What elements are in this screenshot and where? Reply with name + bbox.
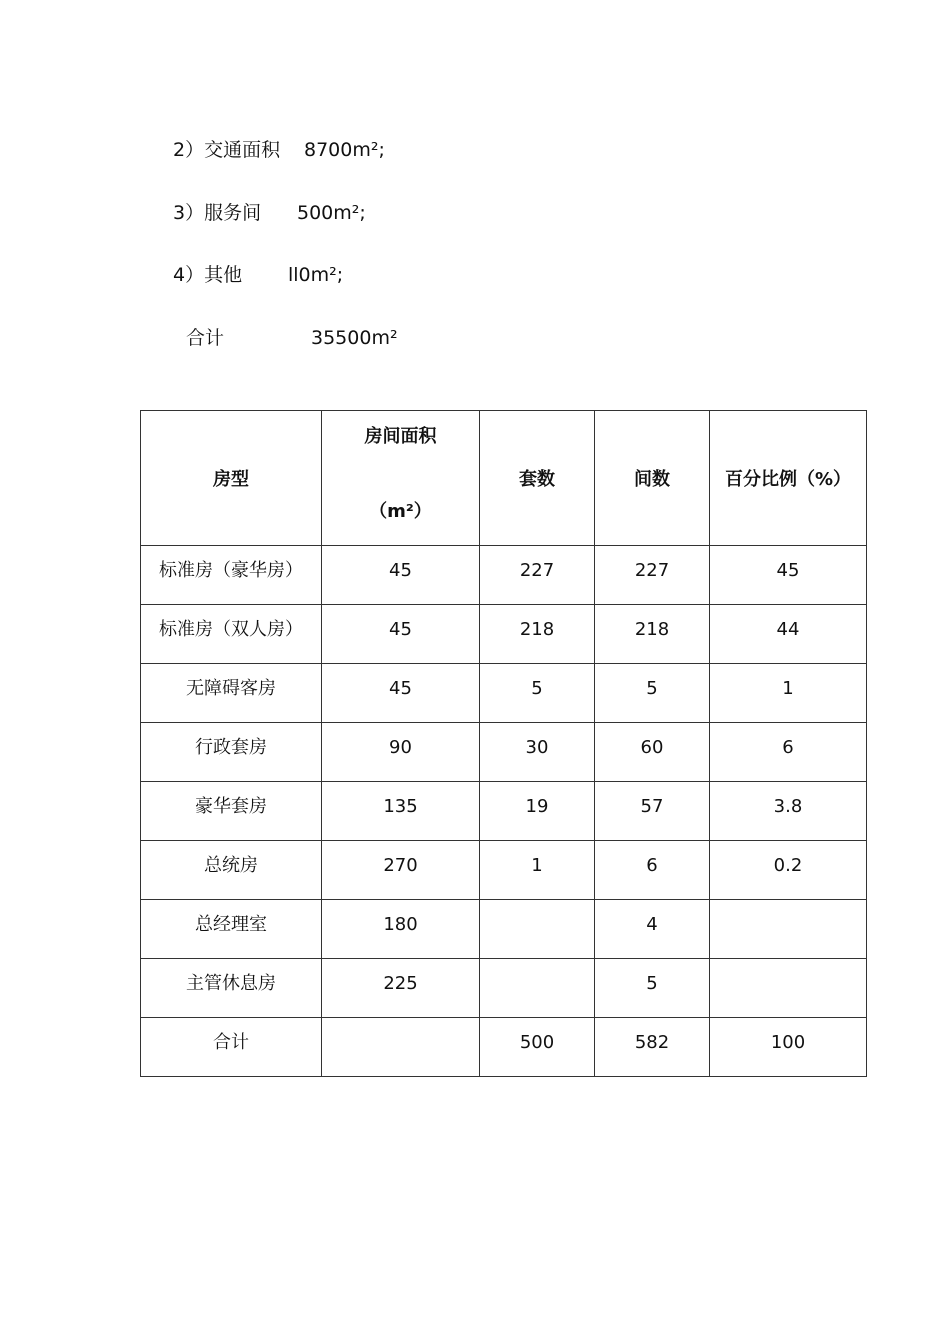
cell-percentage	[710, 900, 867, 959]
table-header-row	[141, 411, 867, 546]
cell-room-type: 无障碍客房	[141, 664, 322, 723]
cell-suites	[480, 959, 595, 1018]
cell-suites: 218	[480, 605, 595, 664]
header-room-type: 房型	[141, 411, 322, 546]
cell-rooms: 4	[595, 900, 710, 959]
table-row	[141, 664, 867, 723]
area-label: 3）服务间	[173, 202, 262, 224]
cell-percentage: 44	[710, 605, 867, 664]
cell-room-type: 豪华套房	[141, 782, 322, 841]
table-row	[141, 959, 867, 1018]
cell-suites: 500	[480, 1018, 595, 1077]
cell-rooms: 227	[595, 546, 710, 605]
area-line-other	[173, 263, 573, 287]
cell-room-type: 总经理室	[141, 900, 322, 959]
area-value: ll0m²;	[288, 264, 344, 286]
header-room-area	[322, 411, 480, 546]
cell-rooms: 5	[595, 664, 710, 723]
area-line-total	[186, 326, 586, 350]
cell-percentage: 3.8	[710, 782, 867, 841]
cell-suites: 19	[480, 782, 595, 841]
area-label: 4）其他	[173, 264, 243, 286]
cell-area: 225	[322, 959, 480, 1018]
header-room-area-label: 房间面积	[364, 426, 437, 447]
table-row	[141, 782, 867, 841]
room-type-table	[140, 410, 867, 1077]
cell-percentage: 45	[710, 546, 867, 605]
table-row	[141, 605, 867, 664]
cell-percentage: 1	[710, 664, 867, 723]
cell-area: 90	[322, 723, 480, 782]
area-value: 8700m²;	[304, 139, 385, 161]
header-room-area-unit: （m²）	[369, 501, 432, 522]
cell-room-type: 标准房（双人房）	[141, 605, 322, 664]
area-line-traffic	[173, 138, 573, 162]
cell-percentage: 100	[710, 1018, 867, 1077]
cell-rooms: 218	[595, 605, 710, 664]
table-row	[141, 723, 867, 782]
cell-area: 135	[322, 782, 480, 841]
cell-suites: 1	[480, 841, 595, 900]
cell-room-type: 主管休息房	[141, 959, 322, 1018]
area-label: 合计	[186, 327, 225, 349]
area-value: 35500m²	[311, 327, 398, 349]
cell-rooms: 57	[595, 782, 710, 841]
header-percentage: 百分比例（%）	[710, 411, 867, 546]
cell-area: 45	[322, 605, 480, 664]
cell-area	[322, 1018, 480, 1077]
cell-room-type: 标准房（豪华房）	[141, 546, 322, 605]
header-rooms: 间数	[595, 411, 710, 546]
cell-area: 45	[322, 664, 480, 723]
header-suites: 套数	[480, 411, 595, 546]
cell-rooms: 6	[595, 841, 710, 900]
cell-area: 270	[322, 841, 480, 900]
area-value: 500m²;	[297, 202, 366, 224]
cell-suites: 227	[480, 546, 595, 605]
cell-percentage: 0.2	[710, 841, 867, 900]
cell-rooms: 5	[595, 959, 710, 1018]
cell-percentage	[710, 959, 867, 1018]
cell-room-type: 行政套房	[141, 723, 322, 782]
cell-room-type: 总统房	[141, 841, 322, 900]
cell-rooms: 582	[595, 1018, 710, 1077]
area-label: 2）交通面积	[173, 139, 281, 161]
cell-room-type: 合计	[141, 1018, 322, 1077]
table-row	[141, 900, 867, 959]
cell-percentage: 6	[710, 723, 867, 782]
table-row	[141, 841, 867, 900]
cell-rooms: 60	[595, 723, 710, 782]
area-line-service	[173, 201, 573, 225]
cell-suites	[480, 900, 595, 959]
cell-area: 180	[322, 900, 480, 959]
cell-suites: 5	[480, 664, 595, 723]
cell-area: 45	[322, 546, 480, 605]
table-row	[141, 546, 867, 605]
table-total-row	[141, 1018, 867, 1077]
cell-suites: 30	[480, 723, 595, 782]
